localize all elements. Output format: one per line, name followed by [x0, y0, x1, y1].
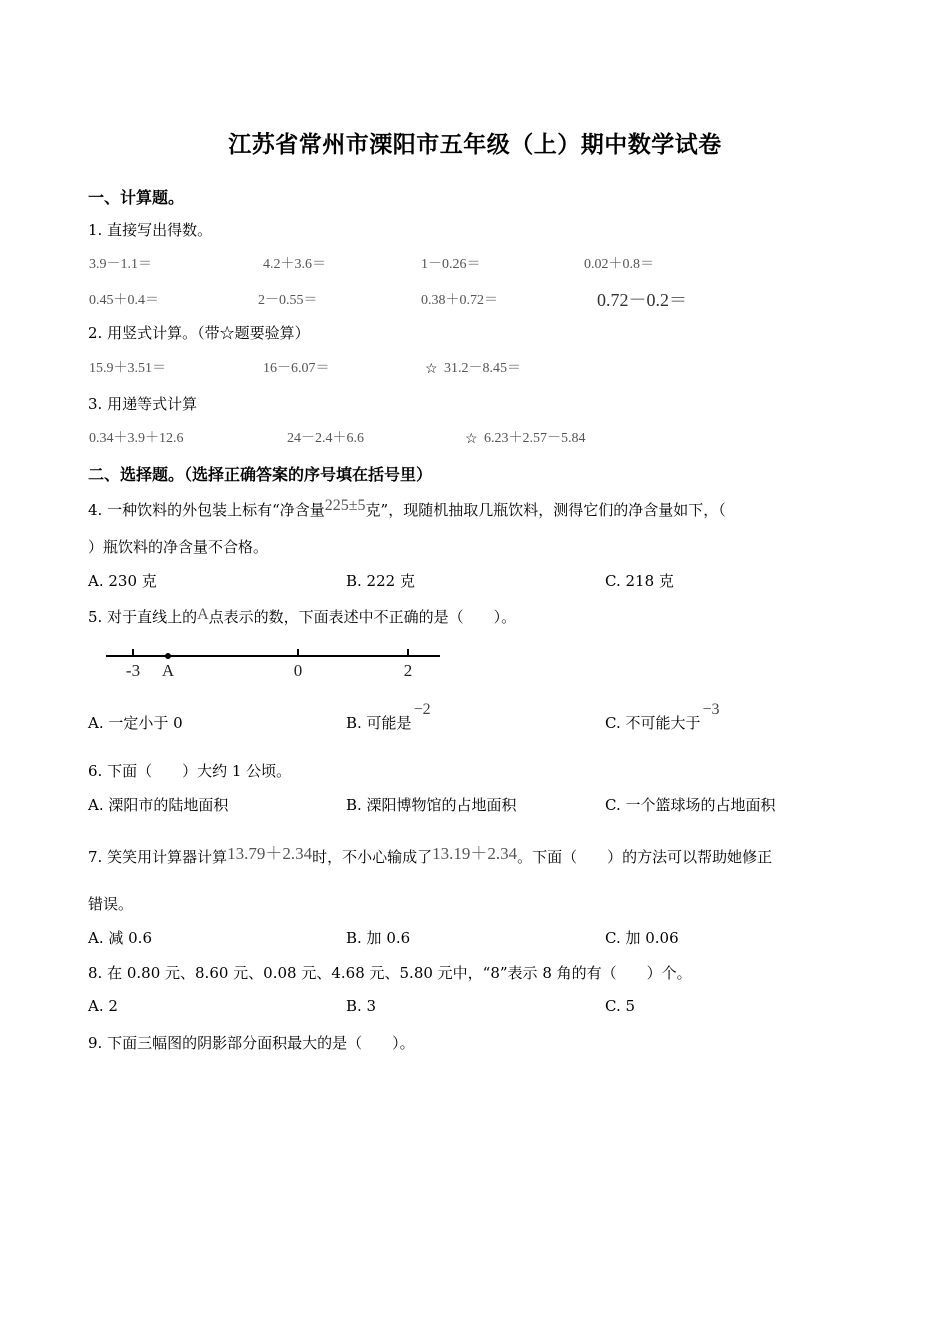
q8-text: 8. 在 0.80 元、8.60 元、0.08 元、4.68 元、5.80 元中，“8”表示 8 角的有（ ）个。 [88, 964, 692, 982]
number-line-label: -3 [125, 661, 141, 680]
q4-option-b: B. 222 克 [346, 572, 415, 590]
star-icon: ☆ [425, 361, 438, 377]
q4-text-a: 4. 一种饮料的外包装上标有“净含量 [88, 501, 325, 519]
q5-option-c [605, 701, 720, 733]
q7-option-c: C. 加 0.06 [605, 929, 679, 947]
q1-item: 0.72－0.2＝ [597, 290, 687, 310]
q5-text-b: 点表示的数，下面表述中不正确的是（ ）。 [208, 608, 517, 626]
q4-text-c: ）瓶饮料的净含量不合格。 [88, 538, 269, 556]
q4-text-b: 克”，现随机抽取几瓶饮料，测得它们的净含量如下，（ [365, 501, 726, 519]
q5-text-a: 5. 对于直线上的 [88, 608, 198, 626]
q7-text-c: 。下面（ ）的方法可以帮助她修正 [517, 848, 773, 866]
q1-item: 2－0.55＝ [258, 293, 318, 308]
q3-item: 0.34＋3.9＋12.6 [89, 431, 184, 446]
q4-formula: 225±5 [324, 497, 366, 514]
q7-text [88, 842, 772, 867]
q5-option-b-value: −2 [413, 701, 431, 718]
q7-text-d: 错误。 [88, 895, 134, 913]
point-a-label: A [161, 661, 175, 680]
q8-option-c: C. 5 [605, 997, 636, 1015]
q8-option-a: A. 2 [88, 997, 118, 1015]
q2-label: 2. 用竖式计算。（带☆题要验算） [88, 324, 310, 342]
q8-option-b: B. 3 [346, 997, 377, 1015]
q3-label: 3. 用递等式计算 [88, 395, 198, 413]
q9-text: 9. 下面三幅图的阴影部分面积最大的是（ ）。 [88, 1034, 415, 1052]
q7-option-a: A. 减 0.6 [88, 929, 152, 947]
q2-item: 15.9＋3.51＝ [89, 361, 166, 376]
q1-item: 1－0.26＝ [421, 257, 481, 272]
point-a-dot [165, 653, 171, 659]
q5-option-a: A. 一定小于 0 [88, 714, 183, 732]
q1-item: 4.2＋3.6＝ [263, 257, 326, 272]
page-title: 江苏省常州市溧阳市五年级（上）期中数学试卷 [228, 131, 722, 158]
q5-option-c-label: C. 不可能大于 [605, 714, 701, 732]
q2-item: 31.2－8.45＝ [444, 361, 521, 376]
q6-text: 6. 下面（ ）大约 1 公顷。 [88, 762, 292, 780]
q7-text-a: 7. 笑笑用计算器计算 [88, 848, 228, 866]
number-line-label: 2 [403, 661, 413, 680]
q4-option-a: A. 230 克 [88, 572, 157, 590]
q5-option-c-value: −3 [702, 701, 720, 718]
section1-heading: 一、计算题。 [88, 188, 185, 207]
q1-item: 0.38＋0.72＝ [421, 293, 498, 308]
section2-heading: 二、选择题。（选择正确答案的序号填在括号里） [88, 465, 433, 484]
q4-text [88, 499, 726, 520]
q5-option-b [346, 701, 431, 733]
q5-text [88, 606, 516, 627]
q1-item: 0.45＋0.4＝ [89, 293, 159, 308]
q6-option-c: C. 一个篮球场的占地面积 [605, 796, 776, 814]
q1-item: 3.9－1.1＝ [89, 257, 152, 272]
q5-point: A [197, 606, 209, 623]
number-line-label: 0 [293, 661, 303, 680]
q5-option-b-label: B. 可能是 [346, 714, 412, 732]
q7-formula-2: 13.19＋2.34 [432, 844, 518, 863]
number-line [100, 640, 445, 685]
q3-item: 24－2.4＋6.6 [287, 431, 364, 446]
q3-item: 6.23＋2.57－5.84 [484, 431, 586, 446]
q1-label: 1. 直接写出得数。 [88, 221, 213, 239]
q7-formula-1: 13.79＋2.34 [227, 844, 313, 863]
q6-option-a: A. 溧阳市的陆地面积 [88, 796, 229, 814]
q1-item: 0.02＋0.8＝ [584, 257, 654, 272]
q7-option-b: B. 加 0.6 [346, 929, 411, 947]
q6-option-b: B. 溧阳博物馆的占地面积 [346, 796, 517, 814]
q2-item: 16－6.07＝ [263, 361, 330, 376]
q7-text-b: 时，不小心输成了 [312, 848, 433, 866]
star-icon: ☆ [465, 431, 478, 447]
q4-option-c: C. 218 克 [605, 572, 674, 590]
